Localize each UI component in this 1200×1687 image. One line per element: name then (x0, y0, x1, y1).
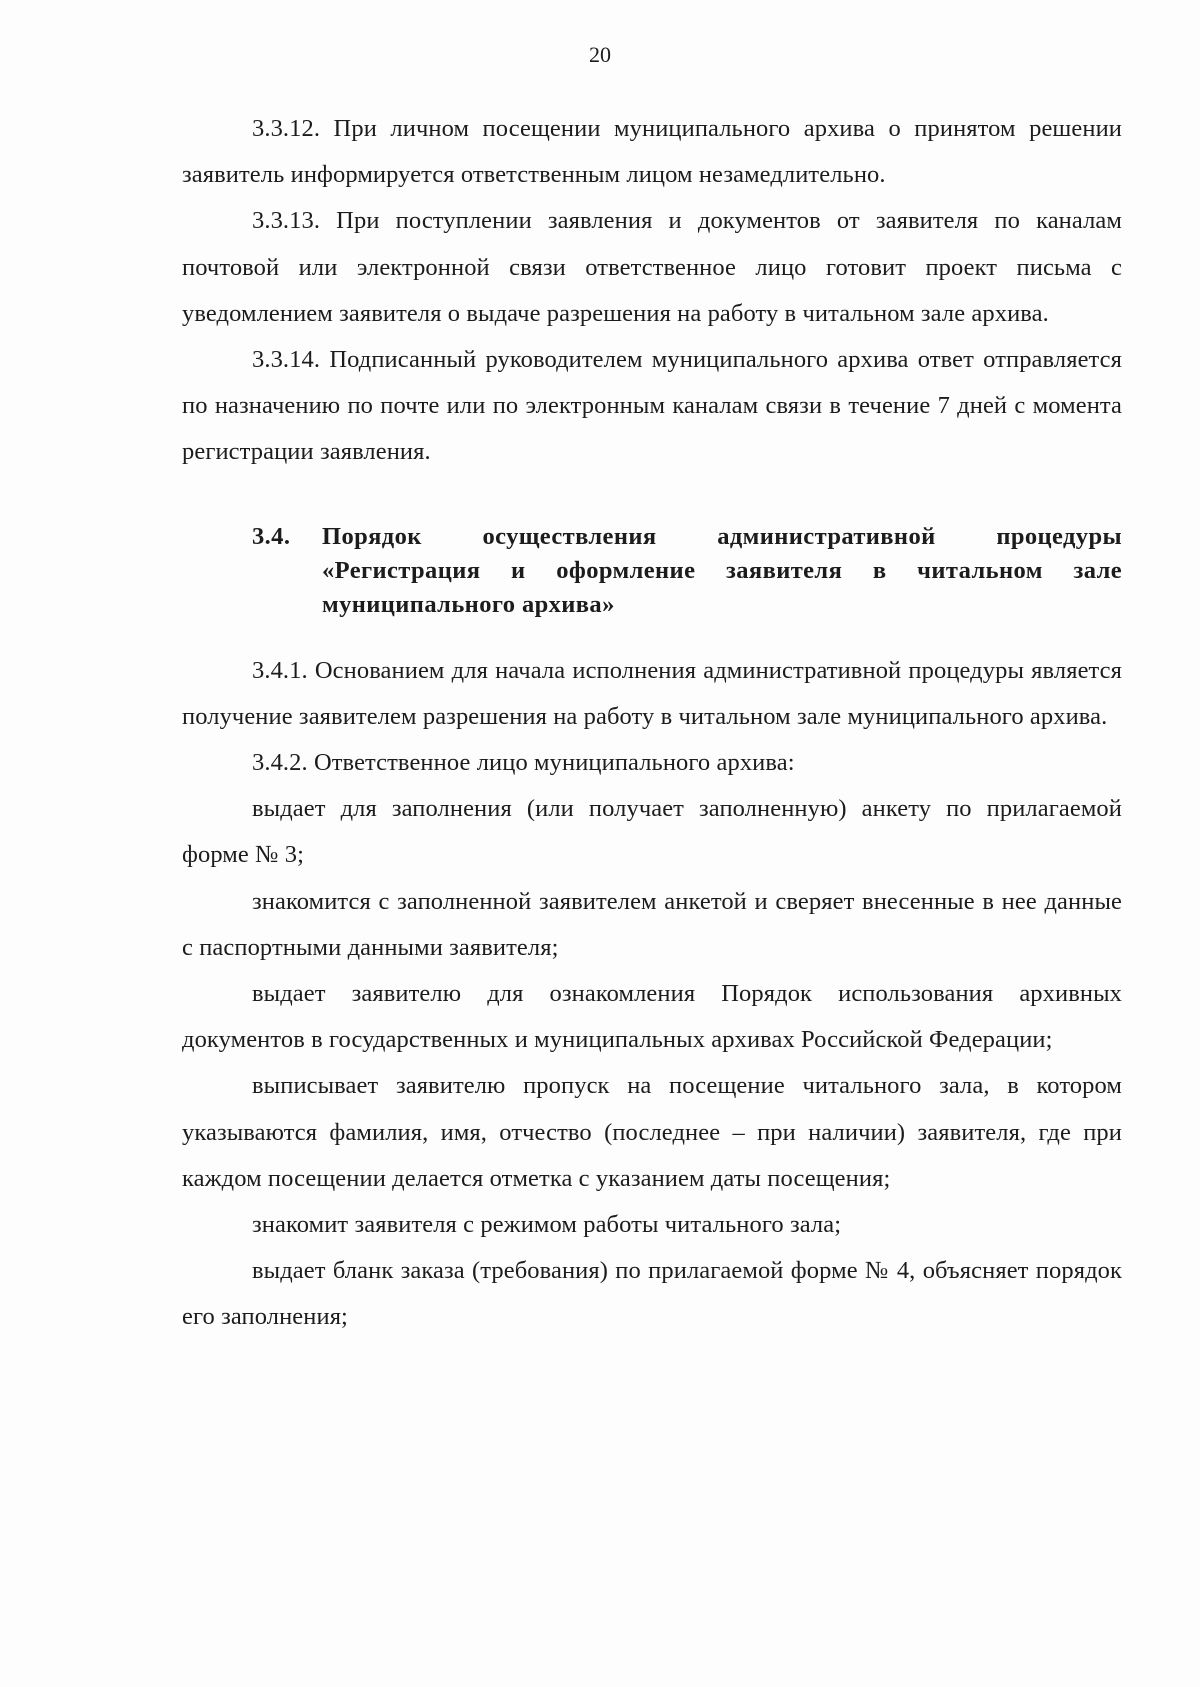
list-item-order-form: выдает бланк заказа (требования) по прилагаемой форме № 4, объясняет порядок его заполнения; (182, 1257, 1122, 1331)
section-title: Порядок осуществления административной процедуры «Регистрация и оформление заявителя в читальном зале муниципального архива» (322, 522, 1122, 618)
paragraph-3-3-12: 3.3.12. При личном посещении муниципального архива о принятом решении заявитель информируется ответственным лицом незамедлительно. (182, 115, 1122, 189)
paragraph-3-4-1: 3.4.1. Основанием для начала исполнения административной процедуры является получение заявителем разрешения на работу в читальном зале муниципального архива. (182, 656, 1122, 730)
paragraph-3-3-14: 3.3.14. Подписанный руководителем муниципального архива ответ отправляется по назначению по почте или по электронным каналам связи в течение 7 дней с момента регистрации заявления. (182, 346, 1122, 466)
page-number: 20 (589, 42, 611, 67)
document-body (182, 106, 1122, 1341)
section-number: 3.4. (252, 522, 291, 550)
paragraph-3-4-2: 3.4.2. Ответственное лицо муниципального архива: (252, 749, 795, 777)
list-item-verify-data: знакомится с заполненной заявителем анкетой и сверяет внесенные в нее данные с паспортными данными заявителя; (182, 887, 1122, 961)
list-item-schedule: знакомит заявителя с режимом работы читального зала; (252, 1211, 842, 1239)
section-heading-3-4 (182, 520, 1122, 622)
list-item-usage-rules: выдает заявителю для ознакомления Порядок использования архивных документов в государственных и муниципальных архивах Российской Федерации; (182, 980, 1122, 1054)
paragraph-3-3-13: 3.3.13. При поступлении заявления и документов от заявителя по каналам почтовой или электронной связи ответственное лицо готовит проект письма с уведомлением заявителя о выдаче разрешения на работу в читальном зале архива. (182, 207, 1122, 327)
list-item-pass: выписывает заявителю пропуск на посещение читального зала, в котором указываются фамилия, имя, отчество (последнее – при наличии) заявителя, где при каждом посещении делается отметка с указанием даты посещения; (182, 1072, 1122, 1192)
list-item-questionnaire: выдает для заполнения (или получает заполненную) анкету по прилагаемой форме № 3; (182, 795, 1122, 869)
